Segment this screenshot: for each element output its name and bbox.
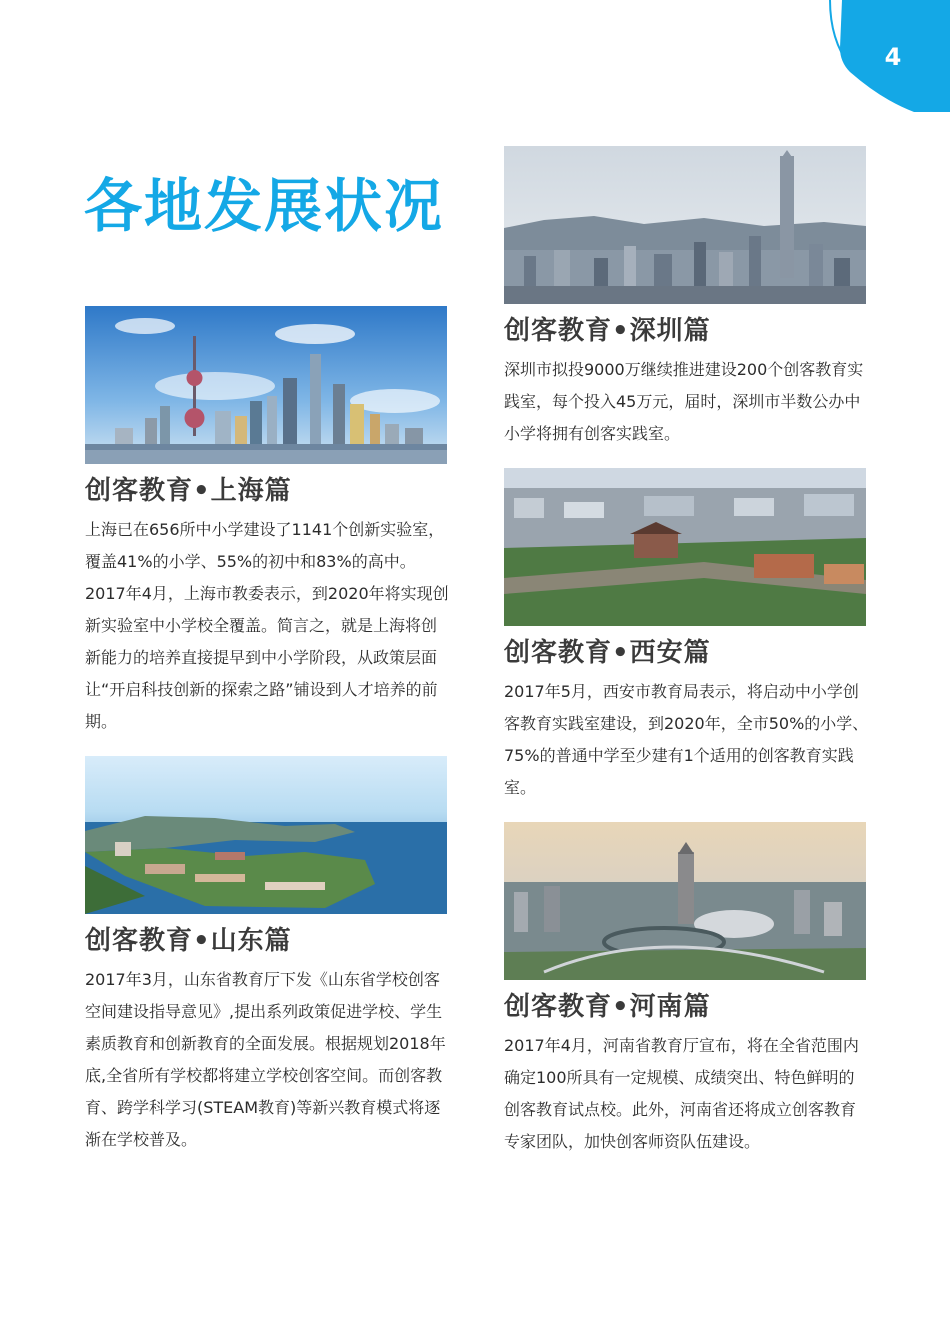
section-body: 2017年4月，河南省教育厅宣布，将在全省范围内确定100所具有一定规模、成绩突出、特色鲜明的创客教育试点校。此外，河南省还将成立创客教育专家团队，加快创客师资队伍建设。 <box>504 1036 859 1151</box>
section-body: 上海已在656所中小学建设了1141个创新实验室，覆盖41%的小学、55%的初中和83%的高中。2017年4月，上海市教委表示，到2020年将实现创新实验室中小学校全覆盖。简言之，就是上海将创新能力的培养直接提早到中小学阶段，从政策层面让“开启科技创新的探索之路”铺设到人才培养的前期。 <box>85 520 449 731</box>
henan-photo <box>504 822 866 980</box>
section-shenzhen <box>504 146 870 450</box>
section-shanghai <box>85 306 451 738</box>
section-heading: 创客教育•深圳篇 <box>504 316 711 346</box>
section-shandong <box>85 756 451 1156</box>
section-heading: 创客教育•河南篇 <box>504 992 711 1022</box>
section-body: 2017年3月，山东省教育厅下发《山东省学校创客空间建设指导意见》,提出系列政策促进学校、学生素质教育和创新教育的全面发展。根据规划2018年底,全省所有学校都将建立学校创客空间。而创客教育、跨学科学习(STEAM教育)等新兴教育模式将逐渐在学校普及。 <box>85 970 446 1149</box>
section-heading: 创客教育•西安篇 <box>504 638 711 668</box>
section-body: 2017年5月，西安市教育局表示，将启动中小学创客教育实践室建设，到2020年，全市50%的小学、75%的普通中学至少建有1个适用的创客教育实践室。 <box>504 682 869 797</box>
page-title: 各地发展状况 <box>84 172 445 240</box>
shandong-photo <box>85 756 447 914</box>
section-body: 深圳市拟投9000万继续推进建设200个创客教育实践室，每个投入45万元，届时，深圳市半数公办中小学将拥有创客实践室。 <box>504 360 864 443</box>
shanghai-photo <box>85 306 447 464</box>
page-number: 4 <box>884 43 902 71</box>
section-heading: 创客教育•山东篇 <box>85 926 292 956</box>
section-henan <box>504 822 870 1158</box>
shenzhen-photo <box>504 146 866 304</box>
section-xian <box>504 468 870 804</box>
section-heading: 创客教育•上海篇 <box>85 476 292 506</box>
xian-photo <box>504 468 866 626</box>
